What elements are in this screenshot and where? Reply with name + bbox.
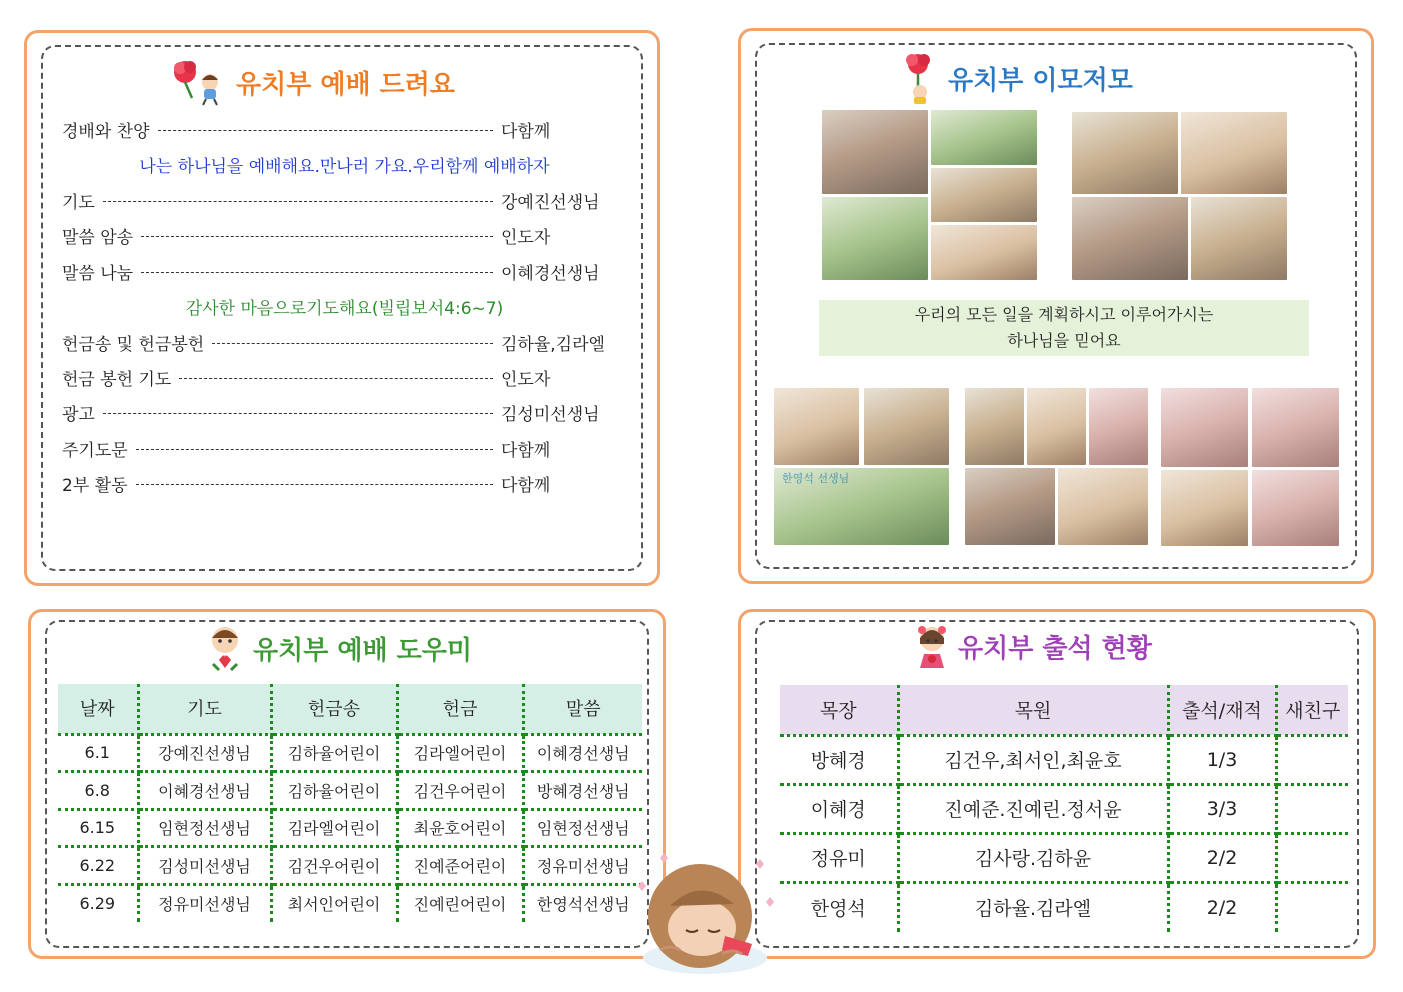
table-row xyxy=(780,784,1348,833)
order-leader-line xyxy=(141,236,493,237)
verse-line: 하나님을 믿어요 xyxy=(1007,331,1121,350)
table-cell: 이혜경 xyxy=(780,784,898,833)
table-row xyxy=(780,833,1348,882)
table-cell: 3/3 xyxy=(1168,784,1276,833)
order-label: 헌금 봉헌 기도 xyxy=(62,369,172,390)
column-header: 기도 xyxy=(138,684,271,734)
table-cell: 김하율.김라엘 xyxy=(898,883,1168,932)
column-header: 목장 xyxy=(780,685,898,735)
column-header: 새친구 xyxy=(1276,685,1348,735)
order-leader-line xyxy=(103,413,493,414)
order-label: 헌금송 및 헌금봉헌 xyxy=(62,334,205,355)
photo xyxy=(1058,468,1148,545)
photo xyxy=(1191,197,1287,280)
order-label: 기도 xyxy=(62,192,95,213)
order-row xyxy=(62,258,627,284)
table-cell: 6.22 xyxy=(58,847,138,885)
table-cell: 6.29 xyxy=(58,884,138,922)
table-cell: 정유미 xyxy=(780,833,898,882)
photo xyxy=(774,468,949,545)
photo xyxy=(965,468,1055,545)
table-cell: 2/2 xyxy=(1168,883,1276,932)
photo xyxy=(931,168,1037,222)
table-cell: 김사랑.김하윤 xyxy=(898,833,1168,882)
carnation-kid-icon xyxy=(170,58,228,106)
order-leader-line xyxy=(103,201,493,202)
table-cell: 1/3 xyxy=(1168,735,1276,784)
table-cell xyxy=(1276,833,1348,882)
table-cell: 김라엘어린이 xyxy=(397,734,523,772)
worship-title-row xyxy=(170,58,455,106)
table-cell: 임현정선생님 xyxy=(523,809,642,847)
helpers-table xyxy=(58,684,642,922)
photo xyxy=(1181,112,1287,194)
order-person: 인도자 xyxy=(501,369,551,390)
table-cell: 방혜경선생님 xyxy=(523,772,642,810)
table-row xyxy=(58,809,642,847)
column-header: 말씀 xyxy=(523,684,642,734)
table-cell: 한영석선생님 xyxy=(536,895,630,915)
table-cell: 임현정선생님 xyxy=(138,809,271,847)
table-row xyxy=(58,847,642,885)
flower-girl-icon xyxy=(914,624,950,668)
table-cell: 한영석 xyxy=(780,883,898,932)
verse-box xyxy=(819,300,1309,356)
table-cell: 정유미선생님 xyxy=(138,884,271,922)
photo xyxy=(1252,470,1339,546)
photo xyxy=(965,388,1024,465)
table-cell: 이혜경선생님 xyxy=(138,772,271,810)
order-leader-line xyxy=(136,449,493,450)
order-person: 김하율,김라엘 xyxy=(501,334,605,355)
photo xyxy=(1027,388,1086,465)
table-cell: 정유미선생님 xyxy=(523,847,642,885)
order-leader-line xyxy=(136,484,494,485)
table-cell: 6.15 xyxy=(58,809,138,847)
order-person: 다함께 xyxy=(501,475,551,496)
order-person: 이혜경선생님 xyxy=(501,263,600,284)
order-leader-line xyxy=(141,272,493,273)
column-header: 목원 xyxy=(898,685,1168,735)
order-row xyxy=(62,116,627,142)
table-header-row xyxy=(780,685,1348,735)
attendance-table xyxy=(780,685,1348,932)
table-cell: 강예진선생님 xyxy=(138,734,271,772)
table-row xyxy=(780,883,1348,932)
table-cell: 6.1 xyxy=(58,734,138,772)
photo xyxy=(1161,388,1248,467)
table-cell xyxy=(1276,784,1348,833)
order-person: 김성미선생님 xyxy=(501,404,600,425)
photo xyxy=(774,388,859,465)
order-leader-line xyxy=(158,130,493,131)
order-label: 말씀 나눔 xyxy=(62,263,134,284)
table-cell: 최서인어린이 xyxy=(271,884,397,922)
table-cell: 진예린어린이 xyxy=(397,884,523,922)
column-header: 헌금 xyxy=(397,684,523,734)
order-row xyxy=(62,364,627,390)
heart-boy-icon xyxy=(205,624,245,672)
order-leader-line xyxy=(179,378,493,379)
table-cell: 김성미선생님 xyxy=(138,847,271,885)
order-person: 강예진선생님 xyxy=(501,192,600,213)
table-cell: 진예준.진예린.정서윤 xyxy=(898,784,1168,833)
table-cell xyxy=(1276,735,1348,784)
photo xyxy=(1252,388,1339,467)
table-row xyxy=(58,734,642,772)
theme-line: 감사한 마음으로기도해요(빌립보서4:6~7) xyxy=(185,299,504,319)
table-cell: 방혜경 xyxy=(780,735,898,784)
order-label: 2부 활동 xyxy=(62,475,128,496)
helpers-title-row xyxy=(205,624,472,672)
helpers-title: 유치부 예배 도우미 xyxy=(253,635,473,666)
order-person: 다함께 xyxy=(501,121,551,142)
table-cell: 김건우어린이 xyxy=(271,847,397,885)
order-row xyxy=(62,222,627,248)
photo xyxy=(822,110,928,194)
order-row xyxy=(62,470,627,496)
gallery-title: 유치부 이모저모 xyxy=(948,65,1133,96)
photo-caption: 한영석 선생님 xyxy=(782,472,850,485)
table-cell: 김하율어린이 xyxy=(271,734,397,772)
worship-title: 유치부 예배 드려요 xyxy=(236,69,456,100)
order-label: 말씀 암송 xyxy=(62,227,134,248)
table-cell: 진예준어린이 xyxy=(397,847,523,885)
order-label: 경배와 찬양 xyxy=(62,121,150,142)
table-row xyxy=(58,884,642,922)
table-row xyxy=(780,735,1348,784)
songs-line: 나는 하나님을 예배해요.만나러 가요.우리함께 예배하자 xyxy=(139,157,550,177)
order-row xyxy=(62,187,627,213)
table-cell: 김건우,최서인,최윤호 xyxy=(898,735,1168,784)
attendance-title-row xyxy=(914,624,1152,668)
table-cell: 김라엘어린이 xyxy=(271,809,397,847)
carnation-icon xyxy=(900,52,940,104)
order-label: 광고 xyxy=(62,404,95,425)
table-header-row xyxy=(58,684,642,734)
order-row xyxy=(62,399,627,425)
column-header: 헌금송 xyxy=(271,684,397,734)
photo xyxy=(1089,388,1148,465)
attendance-title: 유치부 출석 현황 xyxy=(958,633,1152,664)
sleeping-child-icon xyxy=(630,846,780,976)
order-row xyxy=(62,329,627,355)
column-header: 출석/재적 xyxy=(1168,685,1276,735)
order-person: 인도자 xyxy=(501,227,551,248)
order-row xyxy=(62,435,627,461)
gallery-title-row xyxy=(900,52,1133,104)
photo xyxy=(931,225,1037,280)
verse-line: 우리의 모든 일을 계획하시고 이루어가시는 xyxy=(914,305,1214,324)
photo xyxy=(864,388,949,465)
order-leader-line xyxy=(212,343,493,344)
photo xyxy=(1072,197,1188,280)
order-label: 주기도문 xyxy=(62,440,128,461)
photo xyxy=(1161,470,1248,546)
table-cell: 이혜경선생님 xyxy=(523,734,642,772)
table-cell xyxy=(1276,883,1348,932)
column-header: 날짜 xyxy=(58,684,138,734)
table-row xyxy=(58,772,642,810)
table-cell: 2/2 xyxy=(1168,833,1276,882)
table-cell: 김하율어린이 xyxy=(271,772,397,810)
table-cell: 최윤호어린이 xyxy=(397,809,523,847)
photo xyxy=(1072,112,1178,194)
table-cell: 김건우어린이 xyxy=(397,772,523,810)
table-cell: 6.8 xyxy=(58,772,138,810)
photo xyxy=(931,110,1037,165)
photo xyxy=(822,197,928,280)
order-person: 다함께 xyxy=(501,440,551,461)
